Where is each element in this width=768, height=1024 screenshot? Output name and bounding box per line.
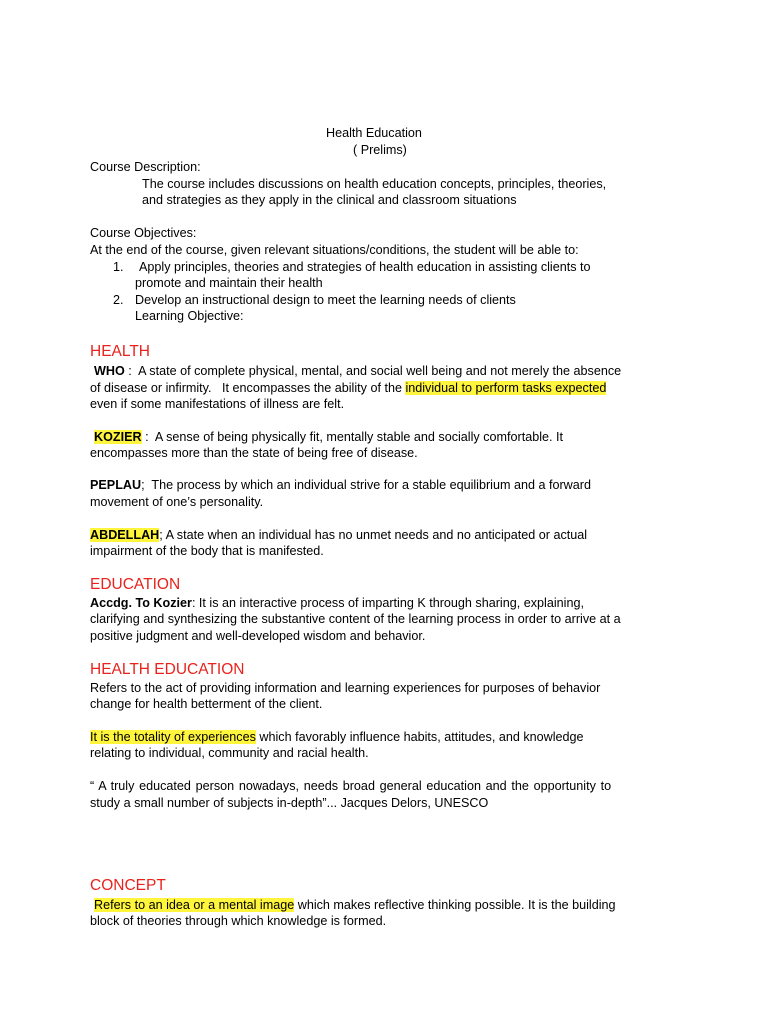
paragraph-line: change for health betterment of the client. <box>90 697 323 711</box>
quote-line: study a small number of subjects in-depth”... Jacques Delors, UNESCO <box>90 796 489 810</box>
paragraph-line: Refers to an idea or a mental image which makes reflective thinking possible. It is the building <box>94 898 616 912</box>
section-heading-health: HEALTH <box>90 343 151 360</box>
course-objectives-intro: At the end of the course, given relevant situations/conditions, the student will be able to: <box>90 243 579 257</box>
objective-number: 1. <box>113 260 124 274</box>
definition-source: Accdg. To Kozier <box>90 596 192 610</box>
highlighted-text: Refers to an idea or a mental image <box>94 898 295 912</box>
highlighted-text: individual to perform tasks expected <box>405 381 607 395</box>
course-description-line: The course includes discussions on health education concepts, principles, theories, <box>142 177 607 191</box>
quote-line: “ A truly educated person nowadays, needs broad general education and the opportunity to <box>90 779 612 793</box>
definition-who: WHO : A state of complete physical, mental, and social well being and not merely the absence <box>94 364 622 378</box>
paragraph-line: It is the totality of experiences which favorably influence habits, attitudes, and knowledge <box>90 730 584 744</box>
paragraph-line: Refers to the act of providing information and learning experiences for purposes of behavior <box>90 681 601 695</box>
highlighted-text: It is the totality of experiences <box>90 730 256 744</box>
definition-peplau: PEPLAU; The process by which an individual strive for a stable equilibrium and a forward <box>90 478 591 492</box>
objective-line: Apply principles, theories and strategies of health education in assisting clients to <box>139 260 591 274</box>
paragraph-line: block of theories through which knowledge is formed. <box>90 914 387 928</box>
section-heading-concept: CONCEPT <box>90 877 166 894</box>
objective-line: promote and maintain their health <box>135 276 323 290</box>
education-definition: Accdg. To Kozier: It is an interactive process of imparting K through sharing, explaining, <box>90 596 584 610</box>
paragraph-line: relating to individual, community and racial health. <box>90 746 369 760</box>
course-description-label: Course Description: <box>90 160 201 174</box>
definition-source: ABDELLAH <box>90 528 160 542</box>
definition-source: WHO <box>94 364 125 378</box>
definition-abdellah: ABDELLAH; A state when an individual has no unmet needs and no anticipated or actual <box>90 528 588 542</box>
document-title: Health Education <box>326 126 422 140</box>
definition-line: positive judgment and well-developed wisdom and behavior. <box>90 629 426 643</box>
definition-line: movement of one’s personality. <box>90 495 264 509</box>
objective-line: Learning Objective: <box>135 309 244 323</box>
course-description-line: and strategies as they apply in the clinical and classroom situations <box>142 193 517 207</box>
definition-line: encompasses more than the state of being free of disease. <box>90 446 418 460</box>
section-heading-health-education: HEALTH EDUCATION <box>90 661 245 678</box>
objective-number: 2. <box>113 293 124 307</box>
document-subtitle: ( Prelims) <box>353 143 407 157</box>
definition-line: of disease or infirmity. It encompasses the ability of the individual to perform tasks expected <box>90 381 607 395</box>
definition-line: impairment of the body that is manifested. <box>90 544 324 558</box>
definition-kozier: KOZIER : A sense of being physically fit, mentally stable and socially comfortable. It <box>94 430 563 444</box>
definition-line: clarifying and synthesizing the substantive content of the learning process in order to arrive at a <box>90 612 621 626</box>
definition-source: KOZIER <box>94 430 142 444</box>
course-objectives-label: Course Objectives: <box>90 226 197 240</box>
definition-line: even if some manifestations of illness are felt. <box>90 397 345 411</box>
section-heading-education: EDUCATION <box>90 576 181 593</box>
definition-source: PEPLAU <box>90 478 142 492</box>
objective-line: Develop an instructional design to meet the learning needs of clients <box>135 293 516 307</box>
